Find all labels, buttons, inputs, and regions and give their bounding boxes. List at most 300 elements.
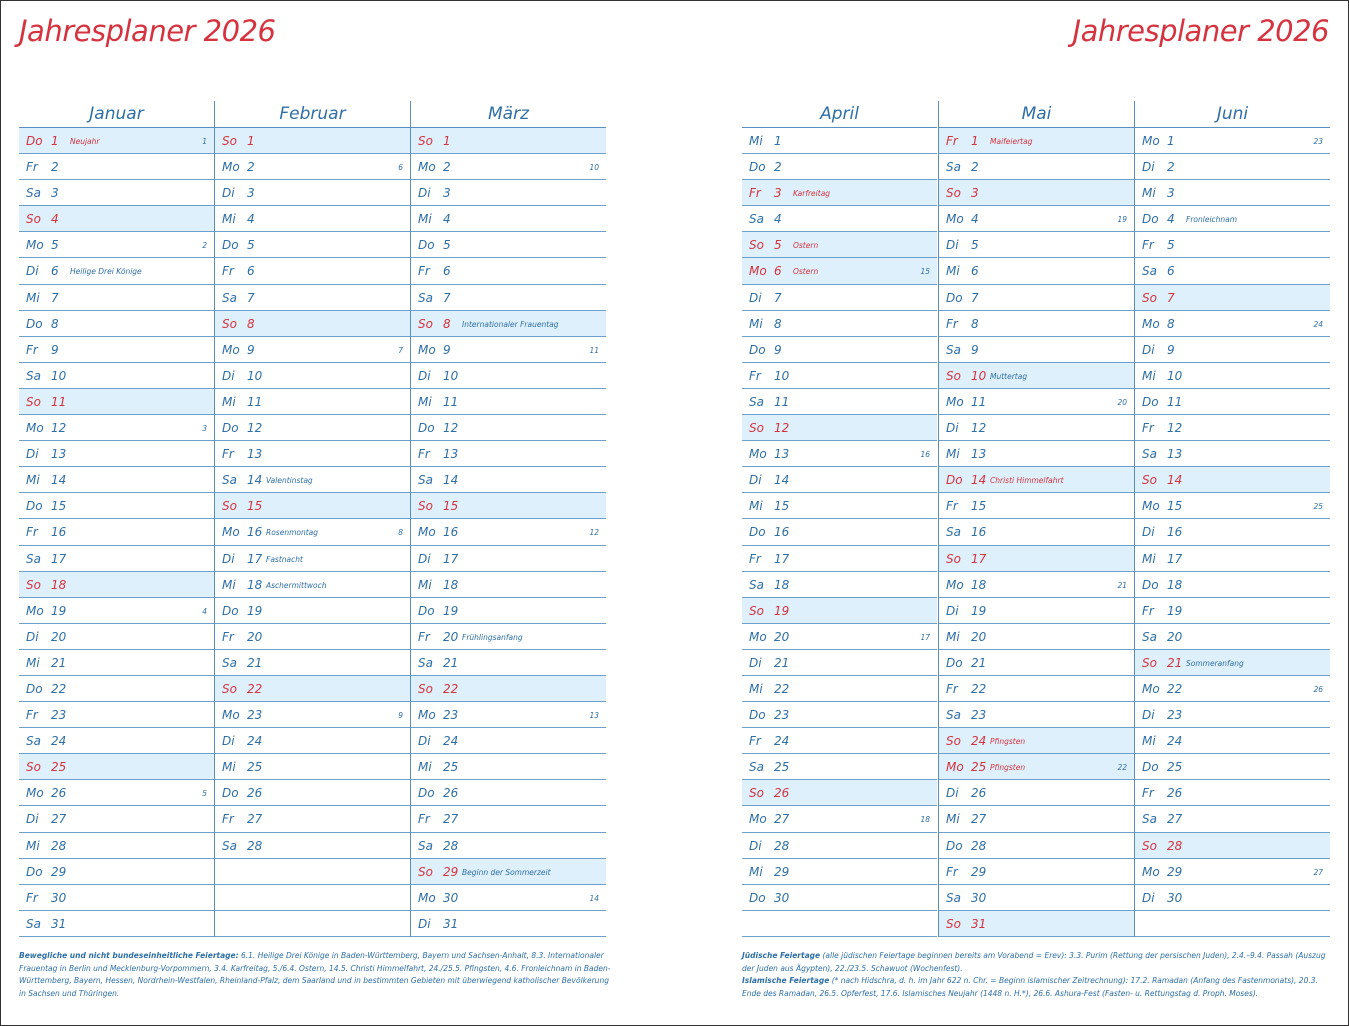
weekday: Mo bbox=[418, 525, 436, 540]
day-number: 28 bbox=[247, 838, 263, 853]
day-number: 18 bbox=[774, 577, 790, 592]
day-number: 4 bbox=[443, 212, 451, 227]
day-row bbox=[939, 337, 1134, 363]
weekday: Mo bbox=[418, 160, 436, 175]
day-number: 29 bbox=[51, 864, 67, 879]
weekday: Mi bbox=[222, 212, 236, 227]
day-number: 15 bbox=[51, 499, 67, 514]
day-number: 12 bbox=[1167, 421, 1183, 436]
weekday: So bbox=[418, 134, 433, 148]
weekday: So bbox=[418, 499, 433, 514]
day-number: 10 bbox=[774, 368, 790, 383]
week-number: 12 bbox=[589, 528, 599, 538]
weekday: Do bbox=[418, 421, 435, 436]
day-row bbox=[215, 650, 410, 676]
day-number: 12 bbox=[443, 421, 459, 436]
day-number: 4 bbox=[971, 212, 979, 227]
weekday: Mi bbox=[222, 577, 236, 592]
day-row bbox=[939, 702, 1134, 728]
footnote-left-label: Bewegliche und nicht bundeseinheitliche Feiertage: bbox=[19, 951, 239, 960]
weekday: Di bbox=[749, 655, 762, 670]
day-number: 22 bbox=[1167, 681, 1183, 696]
weekday: Fr bbox=[1142, 786, 1154, 801]
weekday: Fr bbox=[946, 864, 958, 879]
weekday: Mi bbox=[749, 134, 763, 148]
day-number: 18 bbox=[51, 577, 67, 592]
day-row bbox=[939, 728, 1134, 754]
month-column-januar bbox=[19, 101, 214, 937]
day-number: 21 bbox=[971, 655, 987, 670]
week-number: 21 bbox=[1117, 580, 1127, 590]
day-row bbox=[742, 702, 937, 728]
day-row bbox=[1135, 702, 1330, 728]
day-row bbox=[742, 806, 937, 832]
day-number: 5 bbox=[971, 238, 979, 253]
day-row bbox=[1135, 441, 1330, 467]
day-row bbox=[939, 911, 1134, 937]
day-row bbox=[742, 467, 937, 493]
day-row bbox=[742, 128, 937, 154]
weekday: Do bbox=[946, 838, 963, 853]
footnote-right bbox=[742, 950, 1334, 1000]
weekday: Fr bbox=[26, 708, 38, 723]
day-number: 22 bbox=[774, 681, 790, 696]
day-number: 31 bbox=[51, 916, 67, 931]
day-number: 21 bbox=[247, 655, 263, 670]
weekday: Do bbox=[26, 681, 43, 696]
week-number: 18 bbox=[920, 815, 930, 825]
day-number: 2 bbox=[443, 160, 451, 175]
weekday: Mi bbox=[1142, 551, 1156, 566]
day-number: 12 bbox=[774, 421, 790, 436]
week-number: 11 bbox=[589, 345, 599, 355]
day-row bbox=[742, 833, 937, 859]
day-number: 27 bbox=[443, 812, 459, 827]
day-row bbox=[939, 389, 1134, 415]
weekday: Di bbox=[222, 186, 235, 201]
day-number: 18 bbox=[247, 577, 263, 592]
day-row bbox=[411, 206, 606, 232]
weekday: Mo bbox=[946, 577, 964, 592]
day-row bbox=[19, 624, 214, 650]
month-header: Mai bbox=[939, 101, 1134, 128]
week-number: 8 bbox=[398, 528, 403, 538]
weekday: Mi bbox=[1142, 368, 1156, 383]
week-number: 22 bbox=[1117, 763, 1127, 773]
day-number: 5 bbox=[443, 238, 451, 253]
day-number: 22 bbox=[443, 681, 459, 696]
weekday: So bbox=[1142, 655, 1157, 670]
weekday: So bbox=[26, 577, 41, 592]
weekday: Sa bbox=[222, 838, 237, 853]
weekday: Mo bbox=[1142, 499, 1160, 514]
day-row bbox=[1135, 598, 1330, 624]
day-number: 22 bbox=[971, 681, 987, 696]
week-number: 24 bbox=[1313, 319, 1323, 329]
day-row bbox=[215, 180, 410, 206]
day-row bbox=[939, 624, 1134, 650]
weekday: Di bbox=[222, 551, 235, 566]
day-row bbox=[215, 363, 410, 389]
day-number: 9 bbox=[443, 342, 451, 357]
week-number: 14 bbox=[589, 893, 599, 903]
day-event: Ostern bbox=[793, 267, 819, 277]
weekday: Sa bbox=[749, 760, 764, 775]
day-number: 20 bbox=[1167, 629, 1183, 644]
weekday: Mo bbox=[1142, 134, 1160, 148]
week-number: 5 bbox=[202, 789, 207, 799]
day-event: Fastnacht bbox=[266, 554, 303, 564]
day-number: 2 bbox=[51, 160, 59, 175]
weekday: Fr bbox=[418, 264, 430, 279]
day-number: 7 bbox=[51, 290, 59, 305]
week-number: 19 bbox=[1117, 215, 1127, 225]
weekday: Di bbox=[222, 734, 235, 749]
day-event: Karfreitag bbox=[793, 189, 831, 199]
day-number: 5 bbox=[774, 238, 782, 253]
day-number: 16 bbox=[51, 525, 67, 540]
weekday: So bbox=[946, 916, 961, 931]
day-number: 18 bbox=[1167, 577, 1183, 592]
weekday: Mo bbox=[1142, 864, 1160, 879]
day-number: 26 bbox=[774, 786, 790, 801]
day-row bbox=[1135, 206, 1330, 232]
weekday: Fr bbox=[946, 316, 958, 331]
weekday: Di bbox=[418, 368, 431, 383]
day-row bbox=[1135, 258, 1330, 284]
weekday: Mi bbox=[946, 812, 960, 827]
weekday: Fr bbox=[418, 629, 430, 644]
day-row bbox=[1135, 493, 1330, 519]
day-number: 13 bbox=[971, 447, 987, 462]
weekday: Do bbox=[222, 786, 239, 801]
day-number: 14 bbox=[971, 473, 987, 488]
weekday: Mi bbox=[26, 473, 40, 488]
day-number: 23 bbox=[971, 708, 987, 723]
weekday: Mo bbox=[222, 708, 240, 723]
day-event: Sommeranfang bbox=[1186, 658, 1244, 668]
weekday: Do bbox=[1142, 577, 1159, 592]
day-number: 16 bbox=[247, 525, 263, 540]
month-header: April bbox=[742, 101, 937, 128]
day-row bbox=[742, 415, 937, 441]
month-column-februar bbox=[214, 101, 410, 937]
weekday: Mo bbox=[946, 760, 964, 775]
day-number: 25 bbox=[971, 760, 987, 775]
day-row bbox=[411, 258, 606, 284]
day-number: 22 bbox=[247, 681, 263, 696]
weekday: Mi bbox=[418, 212, 432, 227]
day-row bbox=[19, 806, 214, 832]
day-row bbox=[939, 311, 1134, 337]
day-number: 6 bbox=[1167, 264, 1175, 279]
day-event: Beginn der Sommerzeit bbox=[462, 867, 551, 877]
day-number: 2 bbox=[774, 160, 782, 175]
day-row bbox=[939, 415, 1134, 441]
week-number: 2 bbox=[202, 241, 207, 251]
weekday: So bbox=[26, 760, 41, 775]
weekday: Mo bbox=[749, 812, 767, 827]
day-number: 28 bbox=[443, 838, 459, 853]
day-row bbox=[411, 285, 606, 311]
day-number: 17 bbox=[51, 551, 67, 566]
day-row bbox=[939, 232, 1134, 258]
day-row bbox=[215, 285, 410, 311]
day-row bbox=[411, 389, 606, 415]
day-number: 24 bbox=[774, 734, 790, 749]
day-number: 9 bbox=[247, 342, 255, 357]
day-row bbox=[215, 415, 410, 441]
weekday: Sa bbox=[26, 551, 41, 566]
day-number: 10 bbox=[443, 368, 459, 383]
day-row bbox=[19, 154, 214, 180]
day-number: 24 bbox=[247, 734, 263, 749]
day-row bbox=[19, 833, 214, 859]
weekday: Di bbox=[749, 838, 762, 853]
day-number: 6 bbox=[774, 264, 782, 279]
week-number: 4 bbox=[202, 606, 207, 616]
day-row bbox=[939, 885, 1134, 911]
day-number: 17 bbox=[774, 551, 790, 566]
weekday: Sa bbox=[946, 708, 961, 723]
weekday: So bbox=[222, 499, 237, 514]
day-row bbox=[939, 285, 1134, 311]
day-number: 18 bbox=[443, 577, 459, 592]
day-number: 27 bbox=[1167, 812, 1183, 827]
day-row bbox=[411, 493, 606, 519]
day-number: 29 bbox=[443, 864, 459, 879]
day-row bbox=[1135, 415, 1330, 441]
week-number: 10 bbox=[589, 163, 599, 173]
day-number: 1 bbox=[247, 134, 255, 148]
day-row bbox=[742, 728, 937, 754]
day-row bbox=[1135, 128, 1330, 154]
day-number: 20 bbox=[774, 629, 790, 644]
day-row bbox=[742, 676, 937, 702]
day-number: 7 bbox=[774, 290, 782, 305]
day-row bbox=[939, 493, 1134, 519]
day-row bbox=[1135, 754, 1330, 780]
day-number: 8 bbox=[1167, 316, 1175, 331]
weekday: Mo bbox=[749, 264, 767, 279]
day-number: 26 bbox=[247, 786, 263, 801]
day-row bbox=[411, 519, 606, 545]
day-row bbox=[19, 180, 214, 206]
day-number: 26 bbox=[1167, 786, 1183, 801]
weekday: Fr bbox=[418, 447, 430, 462]
weekday: Di bbox=[26, 812, 39, 827]
day-row bbox=[19, 363, 214, 389]
day-row bbox=[215, 519, 410, 545]
day-row bbox=[1135, 154, 1330, 180]
day-row bbox=[742, 493, 937, 519]
day-number: 1 bbox=[1167, 134, 1175, 148]
day-row bbox=[19, 206, 214, 232]
day-row bbox=[215, 389, 410, 415]
day-row bbox=[215, 676, 410, 702]
day-row bbox=[411, 859, 606, 885]
day-row bbox=[1135, 546, 1330, 572]
weekday: Mi bbox=[946, 629, 960, 644]
weekday: Sa bbox=[418, 473, 433, 488]
day-number: 11 bbox=[443, 394, 459, 409]
day-row bbox=[742, 180, 937, 206]
weekday: Fr bbox=[26, 525, 38, 540]
week-number: 25 bbox=[1313, 502, 1323, 512]
weekday: Di bbox=[1142, 708, 1155, 723]
day-number: 8 bbox=[971, 316, 979, 331]
day-number: 14 bbox=[247, 473, 263, 488]
day-number: 24 bbox=[971, 734, 987, 749]
day-event: Neujahr bbox=[70, 137, 100, 146]
weekday: Do bbox=[1142, 394, 1159, 409]
day-number: 16 bbox=[1167, 525, 1183, 540]
day-number: 19 bbox=[443, 603, 459, 618]
day-number: 4 bbox=[51, 212, 59, 227]
weekday: So bbox=[418, 316, 433, 331]
weekday: Di bbox=[1142, 160, 1155, 175]
day-number: 11 bbox=[971, 394, 987, 409]
day-row bbox=[742, 624, 937, 650]
day-number: 6 bbox=[971, 264, 979, 279]
weekday: Mi bbox=[946, 264, 960, 279]
weekday: Mi bbox=[749, 681, 763, 696]
day-number: 27 bbox=[774, 812, 790, 827]
day-row bbox=[19, 572, 214, 598]
weekday: Do bbox=[26, 499, 43, 514]
week-number: 9 bbox=[398, 711, 403, 721]
day-row bbox=[411, 546, 606, 572]
day-number: 11 bbox=[774, 394, 790, 409]
weekday: Fr bbox=[749, 186, 761, 201]
weekday: Mo bbox=[418, 342, 436, 357]
day-row bbox=[939, 754, 1134, 780]
weekday: Di bbox=[1142, 890, 1155, 905]
day-number: 9 bbox=[971, 342, 979, 357]
day-row bbox=[1135, 676, 1330, 702]
day-row bbox=[1135, 885, 1330, 911]
footnote-right-label-juedisch: Jüdische Feiertage bbox=[742, 951, 821, 960]
footnote-right-label-islamisch: Islamische Feiertage bbox=[742, 976, 830, 985]
day-row bbox=[215, 806, 410, 832]
weekday: So bbox=[749, 238, 764, 253]
day-row bbox=[411, 128, 606, 154]
weekday: Mi bbox=[1142, 186, 1156, 201]
weekday: Fr bbox=[26, 890, 38, 905]
weekday: So bbox=[418, 864, 433, 879]
empty-day-row bbox=[215, 859, 410, 885]
day-row bbox=[19, 546, 214, 572]
weekday: So bbox=[222, 681, 237, 696]
day-number: 3 bbox=[971, 186, 979, 201]
day-number: 20 bbox=[247, 629, 263, 644]
day-number: 3 bbox=[774, 186, 782, 201]
day-number: 15 bbox=[247, 499, 263, 514]
weekday: Di bbox=[749, 290, 762, 305]
weekday: Fr bbox=[1142, 421, 1154, 436]
weekday: Sa bbox=[26, 368, 41, 383]
day-row bbox=[19, 859, 214, 885]
weekday: Mo bbox=[26, 603, 44, 618]
weekday: Mi bbox=[26, 655, 40, 670]
weekday: Mo bbox=[26, 421, 44, 436]
day-number: 26 bbox=[971, 786, 987, 801]
day-row bbox=[19, 441, 214, 467]
weekday: So bbox=[26, 212, 41, 227]
footnote-right-text-juedisch: (alle jüdischen Feiertage beginnen bereits am Vorabend = Erev): 3.3. Purim (Rettung der persischen Juden), 2.4.–9.4. Passah (Auszug der Juden aus Ägypten), 22./23.5. Schawuot (Wochenfest). bbox=[742, 951, 1326, 973]
weekday: Do bbox=[222, 603, 239, 618]
day-row bbox=[215, 258, 410, 284]
day-number: 19 bbox=[971, 603, 987, 618]
weekday: So bbox=[1142, 473, 1157, 488]
day-number: 23 bbox=[774, 708, 790, 723]
weekday: Sa bbox=[1142, 264, 1157, 279]
day-row bbox=[939, 441, 1134, 467]
day-number: 19 bbox=[1167, 603, 1183, 618]
day-number: 1 bbox=[51, 134, 59, 148]
day-number: 1 bbox=[443, 134, 451, 148]
day-number: 12 bbox=[51, 421, 67, 436]
day-row bbox=[742, 206, 937, 232]
weekday: Di bbox=[418, 551, 431, 566]
day-event: Maifeiertag bbox=[990, 137, 1033, 146]
day-number: 7 bbox=[247, 290, 255, 305]
day-number: 28 bbox=[774, 838, 790, 853]
weekday: So bbox=[749, 421, 764, 436]
day-row bbox=[215, 441, 410, 467]
day-number: 31 bbox=[443, 916, 459, 931]
day-number: 16 bbox=[971, 525, 987, 540]
day-number: 2 bbox=[247, 160, 255, 175]
day-row bbox=[742, 598, 937, 624]
day-event: Frühlingsanfang bbox=[462, 632, 523, 642]
weekday: Do bbox=[946, 473, 963, 488]
day-number: 30 bbox=[774, 890, 790, 905]
weekday: Sa bbox=[222, 290, 237, 305]
day-number: 21 bbox=[51, 655, 67, 670]
day-number: 25 bbox=[1167, 760, 1183, 775]
day-number: 19 bbox=[51, 603, 67, 618]
weekday: Sa bbox=[749, 577, 764, 592]
day-row bbox=[1135, 467, 1330, 493]
day-number: 31 bbox=[971, 916, 987, 931]
day-number: 20 bbox=[443, 629, 459, 644]
weekday: Fr bbox=[749, 368, 761, 383]
weekday: Mi bbox=[26, 838, 40, 853]
day-row bbox=[19, 911, 214, 937]
week-number: 7 bbox=[398, 345, 403, 355]
day-number: 26 bbox=[51, 786, 67, 801]
day-row bbox=[215, 728, 410, 754]
day-number: 10 bbox=[247, 368, 263, 383]
weekday: Di bbox=[418, 916, 431, 931]
day-number: 9 bbox=[774, 342, 782, 357]
weekday: Fr bbox=[418, 812, 430, 827]
day-row bbox=[411, 650, 606, 676]
day-row bbox=[1135, 780, 1330, 806]
day-number: 10 bbox=[971, 368, 987, 383]
day-number: 1 bbox=[971, 134, 979, 148]
day-number: 25 bbox=[774, 760, 790, 775]
day-row bbox=[19, 337, 214, 363]
day-number: 30 bbox=[971, 890, 987, 905]
weekday: Do bbox=[222, 238, 239, 253]
day-row bbox=[411, 754, 606, 780]
weekday: Do bbox=[749, 342, 766, 357]
day-row bbox=[411, 676, 606, 702]
weekday: Di bbox=[26, 264, 39, 279]
day-number: 23 bbox=[247, 708, 263, 723]
